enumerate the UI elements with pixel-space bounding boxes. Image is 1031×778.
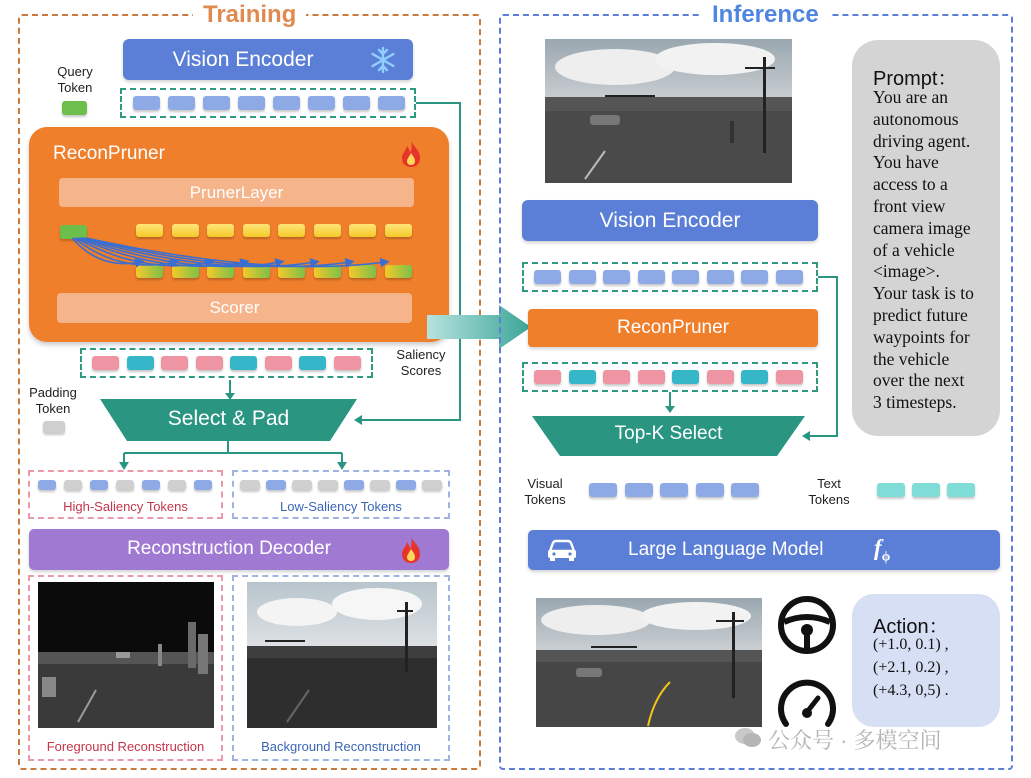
foreground-reconstruction-image — [38, 582, 214, 728]
input-camera-image — [545, 39, 792, 183]
high-saliency-label: High-Saliency Tokens — [63, 499, 188, 514]
prompt-line: predict future — [873, 304, 968, 325]
car-icon — [546, 537, 578, 563]
low-saliency-token — [396, 480, 416, 490]
low-saliency-token — [292, 480, 312, 490]
inference-title: Inference — [702, 2, 829, 28]
text-token — [877, 483, 905, 497]
prompt-line: waypoints for — [873, 326, 970, 347]
visual-token — [660, 483, 688, 497]
foreground-caption: Foreground Reconstruction — [46, 739, 205, 754]
background-reconstruction-image — [247, 582, 437, 728]
llm-symbol-f: f — [874, 535, 882, 560]
prompt-line: access to a — [873, 174, 948, 195]
action-heading: Action： — [873, 616, 949, 638]
prompt-line: driving agent. — [873, 130, 971, 151]
topk-label: Top-K Select — [614, 423, 723, 444]
low-saliency-label: Low-Saliency Tokens — [280, 499, 402, 514]
prompt-line: <image>. — [873, 261, 940, 282]
high-saliency-token — [64, 480, 82, 490]
prompt-line: the vehicle — [873, 348, 950, 369]
prompt-line: Your task is to — [873, 283, 974, 304]
action-text — [873, 633, 999, 702]
reconstruction-decoder-label: Reconstruction Decoder — [127, 538, 331, 559]
high-saliency-token — [38, 480, 56, 490]
prompt-line: You are an — [873, 87, 949, 107]
inference-vision-encoder: Vision Encoder — [522, 200, 818, 241]
steering-wheel-icon — [776, 594, 838, 656]
low-saliency-token — [240, 480, 260, 490]
visual-token — [696, 483, 724, 497]
prompt-line: camera image — [873, 217, 971, 238]
flame-icon — [398, 535, 424, 565]
low-saliency-token — [318, 480, 338, 490]
saliency-scores-label: Saliency Scores — [396, 347, 446, 378]
prompt-line: of a vehicle — [873, 239, 955, 260]
text-tokens-label: Text Tokens — [808, 476, 850, 507]
training-title: Training — [193, 2, 306, 28]
watermark: 公众号 · 多模空间 — [768, 728, 942, 753]
high-saliency-token — [116, 480, 134, 490]
background-caption: Background Reconstruction — [261, 739, 421, 754]
visual-token — [625, 483, 653, 497]
low-saliency-token — [344, 480, 364, 490]
padding-token-label: Padding Token — [29, 385, 77, 416]
training-vision-encoder-label: Vision Encoder — [172, 48, 314, 71]
text-token — [912, 483, 940, 497]
inference-reconpruner: ReconPruner — [528, 309, 818, 347]
high-saliency-token — [142, 480, 160, 490]
wechat-icon — [733, 725, 763, 751]
scorer: Scorer — [57, 293, 412, 323]
prompt-line: autonomous — [873, 108, 959, 129]
low-saliency-token — [422, 480, 442, 490]
prompt-line: over the next — [873, 370, 965, 391]
high-saliency-token — [194, 480, 212, 490]
llm-symbol-sub: ϕ — [881, 549, 891, 565]
llm-label: Large Language Model — [628, 539, 824, 560]
pruner-layer: PrunerLayer — [59, 178, 414, 207]
reconpruner-title: ReconPruner — [53, 143, 165, 164]
low-saliency-token — [370, 480, 390, 490]
prompt-heading: Prompt： — [873, 68, 958, 90]
action-line: (+2.1, 0.2) , — [873, 659, 949, 676]
prompt-line: front view — [873, 195, 946, 216]
text-token — [947, 483, 975, 497]
action-line: (+1.0, 0.1) , — [873, 636, 949, 653]
llm-symbol — [874, 535, 890, 566]
prompt-line: You have — [873, 152, 939, 173]
visual-token — [589, 483, 617, 497]
prompt-line: 3 timesteps. — [873, 392, 957, 413]
inference-connectors — [500, 250, 900, 450]
action-line: (+4.3, 0,5) . — [873, 682, 949, 699]
visual-token — [731, 483, 759, 497]
low-saliency-token — [266, 480, 286, 490]
high-saliency-token — [90, 480, 108, 490]
select-pad-label: Select & Pad — [167, 407, 290, 430]
training-connectors — [0, 0, 500, 480]
query-token-label: Query Token — [57, 64, 93, 95]
high-saliency-token — [168, 480, 186, 490]
output-trajectory-image — [536, 598, 762, 727]
visual-tokens-label: Visual Tokens — [524, 476, 566, 507]
